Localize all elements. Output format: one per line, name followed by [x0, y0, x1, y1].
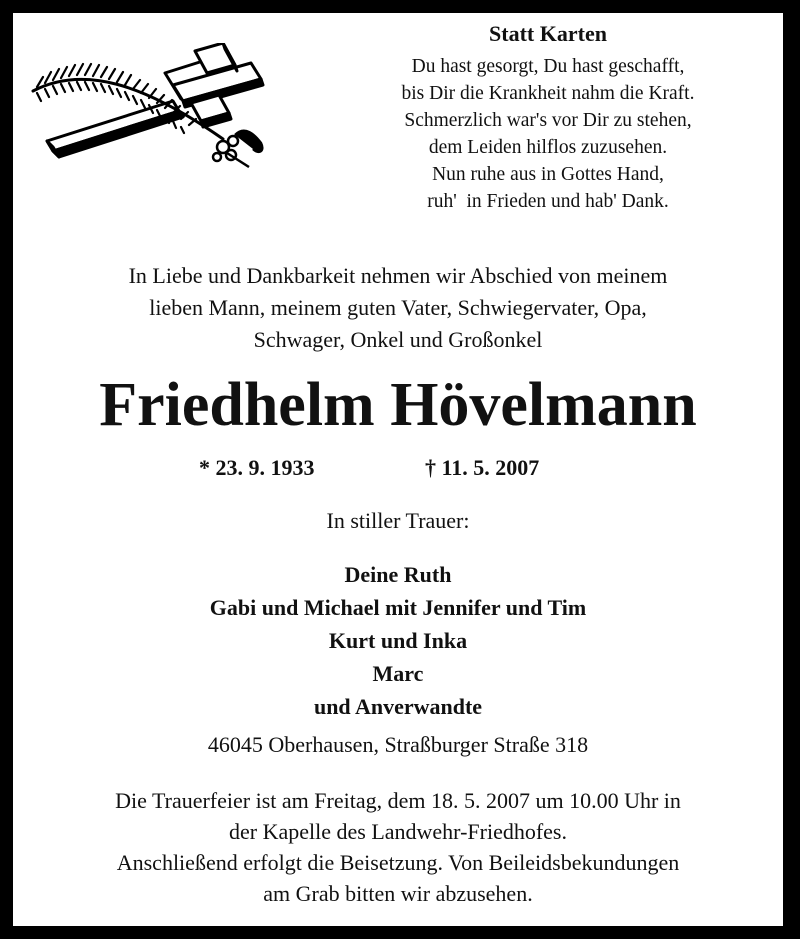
header-block — [313, 19, 783, 215]
mourning-label: In stiller Trauer: — [326, 508, 470, 533]
service-line: Die Trauerfeier ist am Freitag, dem 18. 5. 2007 um 10.00 Uhr in — [115, 788, 681, 813]
intro-line: lieben Mann, meinem guten Vater, Schwiegervater, Opa, — [149, 295, 647, 320]
service-info — [13, 785, 783, 909]
intro-line: In Liebe und Dankbarkeit nehmen wir Abschied von meinem — [128, 263, 668, 288]
service-line: Anschließend erfolgt die Beisetzung. Von Beileidsbekundungen — [116, 850, 680, 875]
death-date: † 11. 5. 2007 — [425, 455, 540, 480]
cross-with-palm-branch-icon — [23, 43, 273, 168]
mourner: Deine Ruth — [344, 562, 452, 587]
poem — [313, 53, 783, 215]
mourners-list — [13, 558, 783, 723]
deceased-name: Friedhelm Hövelmann — [99, 371, 697, 439]
life-dates — [13, 453, 783, 483]
poem-line: Schmerzlich war's vor Dir zu stehen, — [404, 110, 692, 131]
poem-line: bis Dir die Krankheit nahm die Kraft. — [401, 83, 695, 104]
poem-line: dem Leiden hilflos zuzusehen. — [428, 137, 668, 158]
intro-text — [13, 260, 783, 356]
header-title: Statt Karten — [489, 21, 607, 46]
birth-date: * 23. 9. 1933 — [199, 455, 315, 480]
obituary-notice — [13, 13, 783, 926]
mourner: Kurt und Inka — [328, 628, 468, 653]
mourner: und Anverwandte — [313, 694, 483, 719]
mourner: Marc — [372, 661, 424, 686]
address: 46045 Oberhausen, Straßburger Straße 318 — [207, 732, 589, 757]
poem-line: Nun ruhe aus in Gottes Hand, — [432, 164, 664, 185]
intro-line: Schwager, Onkel und Großonkel — [253, 327, 543, 352]
mourner: Gabi und Michael mit Jennifer und Tim — [209, 595, 587, 620]
service-line: am Grab bitten wir abzusehen. — [263, 881, 533, 906]
poem-line: Du hast gesorgt, Du hast geschafft, — [411, 56, 685, 77]
poem-line: ruh' in Frieden und hab' Dank. — [427, 191, 669, 212]
service-line: der Kapelle des Landwehr-Friedhofes. — [229, 819, 567, 844]
